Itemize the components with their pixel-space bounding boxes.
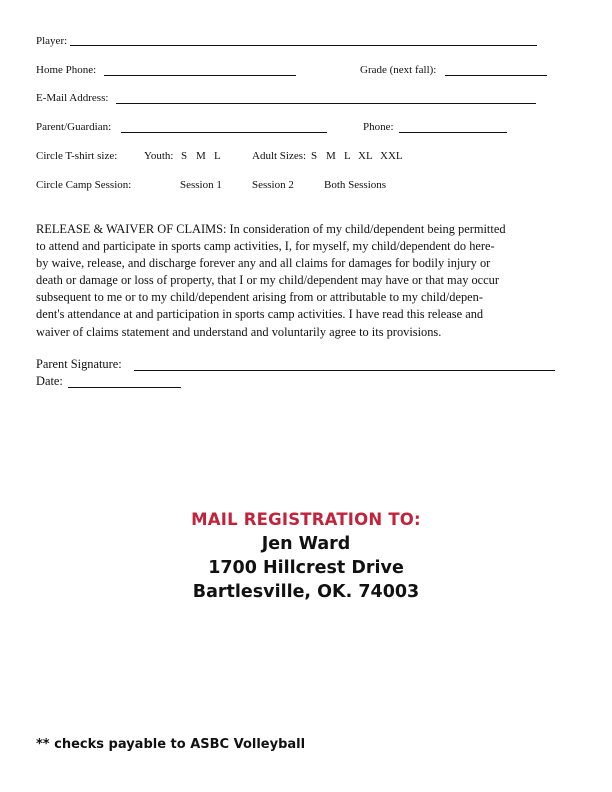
youth-size-s[interactable]: S xyxy=(181,150,188,162)
date-field[interactable] xyxy=(68,387,181,388)
waiver-line: to attend and participate in sports camp activities, I, for myself, my child/dependent do here- xyxy=(36,239,495,254)
both-sessions-option[interactable]: Both Sessions xyxy=(324,179,387,191)
mail-street-address: 1700 Hillcrest Drive xyxy=(208,558,404,578)
waiver-line: death or damage or loss of property, that I or my child/dependent may have or that may occur xyxy=(36,273,500,288)
adult-size-m[interactable]: M xyxy=(326,150,336,162)
adult-size-s[interactable]: S xyxy=(311,150,318,162)
adult-size-l[interactable]: L xyxy=(344,150,351,162)
email-label: E-Mail Address: xyxy=(36,92,109,104)
release-waiver-text xyxy=(36,221,576,341)
mail-city-state-zip: Bartlesville, OK. 74003 xyxy=(192,582,420,602)
waiver-line: RELEASE & WAIVER OF CLAIMS: In consideration of my child/dependent being permitted xyxy=(36,222,506,236)
youth-label: Youth: xyxy=(144,150,174,162)
parent-guardian-label: Parent/Guardian: xyxy=(36,121,112,133)
youth-size-l[interactable]: L xyxy=(214,150,221,162)
player-label: Player: xyxy=(36,35,68,47)
adult-size-xl[interactable]: XL xyxy=(358,150,373,162)
waiver-line: dent's attendance at and participation in sports camp activities. I have read this release and xyxy=(36,307,484,322)
email-field[interactable] xyxy=(116,103,536,104)
grade-field[interactable] xyxy=(445,75,547,76)
session-1-option[interactable]: Session 1 xyxy=(180,179,222,191)
home-phone-field[interactable] xyxy=(104,75,296,76)
mail-registration-heading: MAIL REGISTRATION TO: xyxy=(191,510,421,529)
home-phone-label: Home Phone: xyxy=(36,64,97,76)
phone-label: Phone: xyxy=(363,121,394,133)
waiver-line: waiver of claims statement and understand and voluntarily agree to its provisions. xyxy=(36,324,442,339)
waiver-line: subsequent to me or to my child/dependent arising from or attributable to my child/depen- xyxy=(36,290,483,305)
camp-session-label: Circle Camp Session: xyxy=(36,179,132,191)
youth-size-m[interactable]: M xyxy=(196,150,206,162)
grade-label: Grade (next fall): xyxy=(360,64,437,76)
waiver-line: by waive, release, and discharge forever any and all claims for damages for bodily injury or xyxy=(36,256,491,271)
adult-sizes-label: Adult Sizes: xyxy=(252,150,307,162)
tshirt-size-label: Circle T-shirt size: xyxy=(36,150,118,162)
mail-recipient-name: Jen Ward xyxy=(261,534,351,554)
adult-size-xxl[interactable]: XXL xyxy=(380,150,403,162)
session-2-option[interactable]: Session 2 xyxy=(252,179,294,191)
checks-payable-note: ** checks payable to ASBC Volleyball xyxy=(36,737,306,752)
parent-signature-field[interactable] xyxy=(134,370,555,371)
parent-signature-label: Parent Signature: xyxy=(36,357,122,371)
date-label: Date: xyxy=(36,374,63,388)
player-field[interactable] xyxy=(70,45,537,46)
parent-guardian-field[interactable] xyxy=(121,132,327,133)
phone-field[interactable] xyxy=(399,132,507,133)
